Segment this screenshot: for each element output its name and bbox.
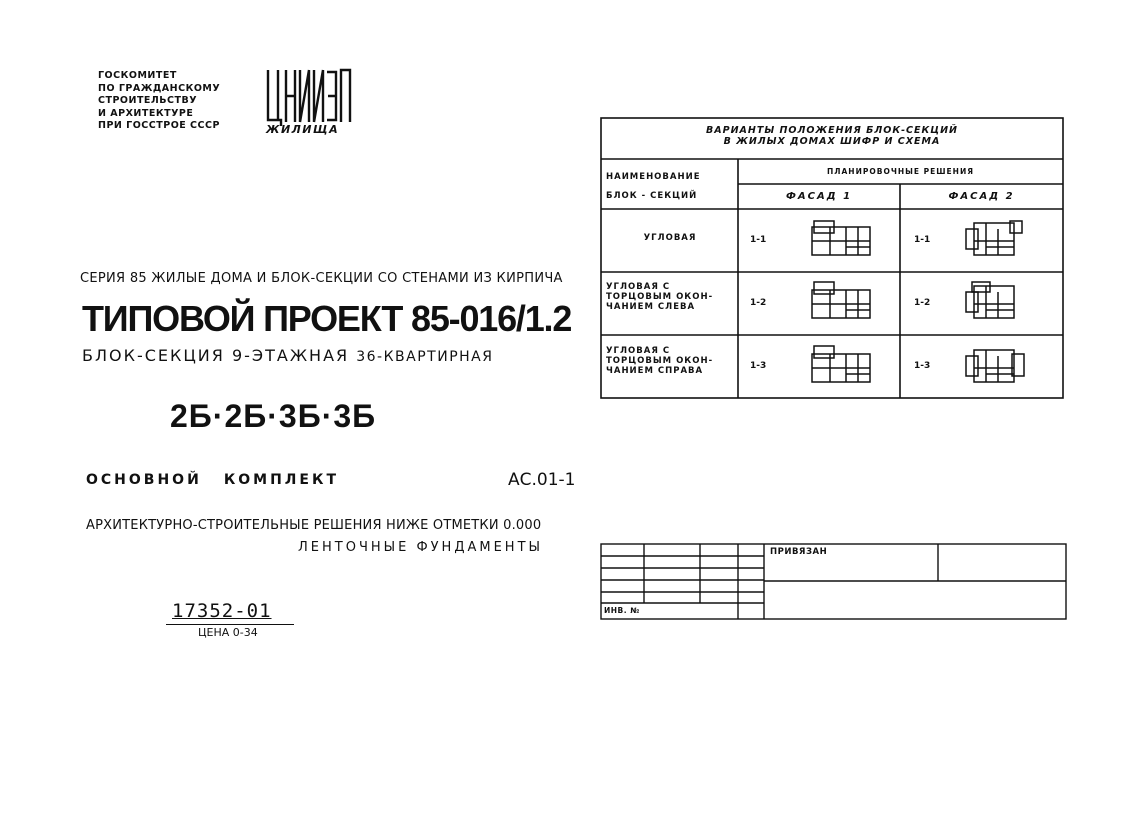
row-code-f1: 1-2 (750, 298, 767, 308)
organization-line: СТРОИТЕЛЬСТВУ (98, 95, 198, 106)
row-code-f2: 1-1 (914, 235, 931, 245)
facade-2-header: ФАСАД 2 (948, 191, 1015, 202)
building-scheme-icon (964, 344, 1026, 388)
table-title-line-1: ВАРИАНТЫ ПОЛОЖЕНИЯ БЛОК-СЕКЦИЙ (706, 125, 958, 136)
organization-line: ГОСКОМИТЕТ (98, 70, 177, 81)
project-title: ТИПОВОЙ ПРОЕКТ 85-016/1.2 (82, 298, 572, 339)
col-group-header: ПЛАНИРОВОЧНЫЕ РЕШЕНИЯ (826, 167, 974, 176)
row-name: УГЛОВАЯ С ТОРЦОВЫМ ОКОН-ЧАНИЕМ СЛЕВА (606, 282, 714, 312)
inv-label: ИНВ. № (604, 606, 640, 615)
bound-label: ПРИВЯЗАН (770, 547, 828, 557)
facade-1-header: ФАСАД 1 (785, 191, 853, 202)
col-name-header-2: БЛОК - СЕКЦИЙ (606, 191, 698, 201)
binding-stamp (600, 543, 1067, 620)
table-title-line-2: В ЖИЛЫХ ДОМАХ ШИФР И СХЕМА (723, 136, 941, 147)
variants-table (600, 117, 1064, 399)
row-code-f2: 1-2 (914, 298, 931, 308)
table-title (600, 125, 1064, 147)
logo-caption: ЖИЛИЩА (266, 123, 340, 136)
set-word-1: ОСНОВНОЙ (86, 472, 202, 488)
building-scheme-icon (810, 219, 872, 261)
inventory-number: 17352-01 (172, 600, 272, 622)
series-line: СЕРИЯ 85 ЖИЛЫЕ ДОМА И БЛОК-СЕКЦИИ СО СТЕНАМИ ИЗ КИРПИЧА (80, 271, 563, 286)
description-line-2: ЛЕНТОЧНЫЕ ФУНДАМЕНТЫ (298, 540, 543, 555)
set-code: АС.01-1 (508, 470, 576, 490)
section-code: 2Б·2Б·3Б·3Б (170, 398, 377, 434)
building-scheme-icon (964, 219, 1026, 261)
description-line-1: АРХИТЕКТУРНО-СТРОИТЕЛЬНЫЕ РЕШЕНИЯ НИЖЕ ОТМЕТКИ 0.000 (86, 518, 542, 533)
stamp-grid (600, 543, 1067, 620)
set-word-2: КОМПЛЕКТ (223, 472, 339, 488)
set-label (86, 472, 339, 488)
building-scheme-icon (810, 280, 872, 324)
divider (166, 624, 294, 625)
subtitle-main: БЛОК-СЕКЦИЯ 9-ЭТАЖНАЯ (82, 346, 350, 365)
organization-line: И АРХИТЕКТУРЕ (98, 107, 194, 119)
building-scheme-icon (810, 344, 872, 388)
row-code-f1: 1-1 (750, 235, 767, 245)
row-code-f2: 1-3 (914, 361, 931, 371)
project-subtitle (82, 346, 493, 365)
subtitle-small: 36-КВАРТИРНАЯ (356, 349, 494, 365)
building-scheme-icon (964, 280, 1026, 324)
organization-block (98, 70, 220, 133)
row-name: УГЛОВАЯ (643, 233, 697, 243)
organization-line: ПО ГРАЖДАНСКОМУ (98, 82, 221, 94)
row-code-f1: 1-3 (750, 361, 767, 371)
price-label: ЦЕНА 0-34 (198, 626, 258, 639)
row-name: УГЛОВАЯ С ТОРЦОВЫМ ОКОН-ЧАНИЕМ СПРАВА (606, 346, 714, 376)
organization-line: ПРИ ГОССТРОЕ СССР (98, 120, 220, 131)
col-name-header-1: НАИМЕНОВАНИЕ (606, 172, 701, 182)
